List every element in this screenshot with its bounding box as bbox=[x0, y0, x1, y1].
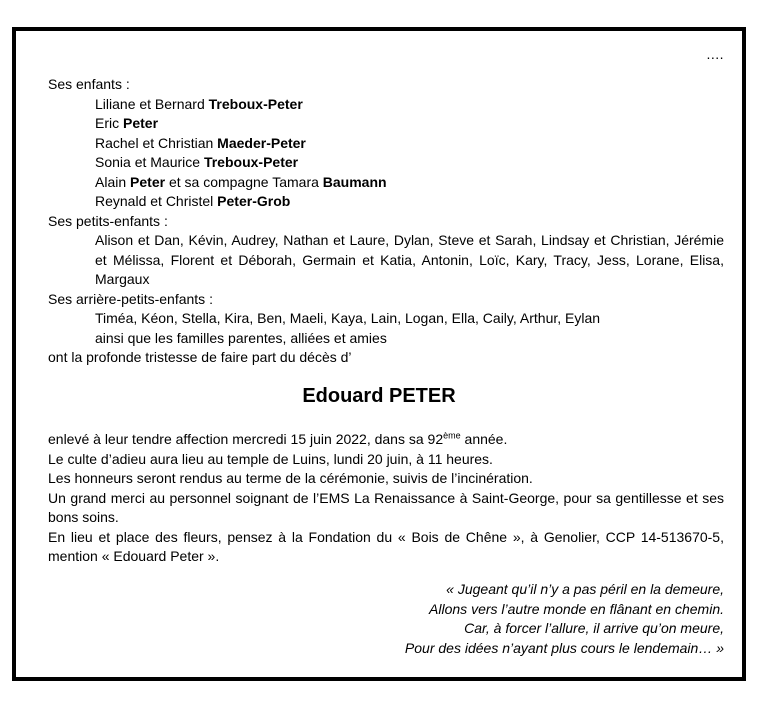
thanks-paragraph: Un grand merci au personnel soignant de l’EMS La Renaissance à Saint-George, pour sa gentillesse et ses bons soins. bbox=[48, 489, 724, 525]
ellipsis-mark: .... bbox=[706, 46, 724, 62]
poem-line: « Jugeant qu’il n’y a pas péril en la demeure, bbox=[446, 581, 724, 597]
children-heading: Ses enfants : bbox=[48, 76, 130, 92]
obituary-frame bbox=[12, 27, 746, 681]
donation-paragraph: En lieu et place des fleurs, pensez à la Fondation du « Bois de Chêne », à Genolier, CCP 14-513670-5, mention « Edouard Peter ». bbox=[48, 528, 724, 564]
death-date-line: enlevé à leur tendre affection mercredi 15 juin 2022, dans sa 92ème année. bbox=[48, 430, 508, 447]
closing-poem bbox=[405, 580, 724, 658]
poem-line: Pour des idées n’ayant plus cours le lendemain… » bbox=[404, 639, 724, 656]
honors-line: Les honneurs seront rendus au terme de la cérémonie, suivis de l’incinération. bbox=[48, 470, 533, 486]
child-line: Alain Peter et sa compagne Tamara Baumann bbox=[95, 173, 387, 190]
deceased-name: Edouard PETER bbox=[302, 385, 456, 407]
child-line: Reynald et Christel Peter-Grob bbox=[95, 193, 291, 209]
poem-line: Allons vers l’autre monde en flânant en chemin. bbox=[429, 600, 724, 617]
poem-line: Car, à forcer l’allure, il arrive qu’on meure, bbox=[464, 620, 724, 636]
child-line: Liliane et Bernard Treboux-Peter bbox=[95, 95, 303, 112]
child-line: Eric Peter bbox=[95, 115, 159, 131]
child-line: Sonia et Maurice Treboux-Peter bbox=[95, 154, 299, 170]
grandchildren-heading: Ses petits-enfants : bbox=[48, 212, 168, 229]
children-section bbox=[48, 75, 724, 368]
great-grandchildren-heading: Ses arrière-petits-enfants : bbox=[48, 290, 213, 307]
great-grandchildren-list: Timéa, Kéon, Stella, Kira, Ben, Maeli, Kaya, Lain, Logan, Ella, Caily, Arthur, Eylan bbox=[95, 310, 601, 326]
details-section bbox=[48, 430, 724, 567]
service-line: Le culte d’adieu aura lieu au temple de Luins, lundi 20 juin, à 11 heures. bbox=[48, 450, 493, 467]
child-line: Rachel et Christian Maeder-Peter bbox=[95, 134, 306, 151]
grandchildren-list: Alison et Dan, Kévin, Audrey, Nathan et Laure, Dylan, Steve et Sarah, Lindsay et Christian, Jérémie et Mélissa, Florent et Déborah, Germain et Katia, Antonin, Loïc, Kary, Tracy, Jess, Lorane, Elisa, Margaux bbox=[95, 232, 724, 287]
families-line: ainsi que les familles parentes, alliées et amies bbox=[95, 329, 387, 346]
announcement-line: ont la profonde tristesse de faire part du décès d’ bbox=[48, 349, 352, 365]
